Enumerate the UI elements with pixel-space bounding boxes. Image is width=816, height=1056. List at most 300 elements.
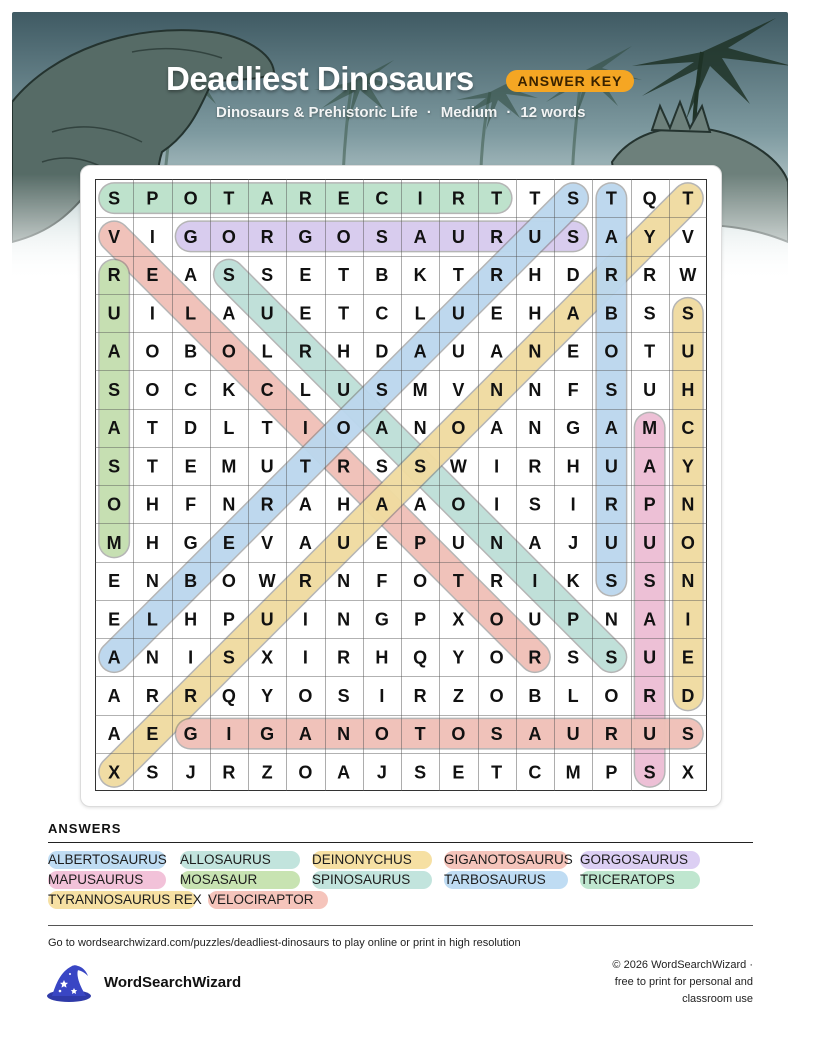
- grid-cell-letter: R: [528, 647, 542, 668]
- grid-cell-letter: N: [337, 609, 351, 630]
- grid-cell-letter: C: [528, 762, 542, 783]
- answer-item: [48, 891, 202, 909]
- grid-cell-letter: U: [643, 532, 657, 553]
- grid-cell-letter: M: [106, 532, 122, 553]
- grid-cell-letter: Q: [642, 188, 657, 209]
- grid-cell-letter: Z: [261, 762, 273, 783]
- grid-cell-letter: R: [604, 494, 618, 515]
- grid-cell-letter: S: [108, 188, 121, 209]
- grid-cell-letter: T: [299, 456, 311, 477]
- grid-cell-letter: N: [337, 571, 351, 592]
- grid-cell-letter: I: [302, 418, 308, 439]
- grid-cell-letter: N: [337, 724, 351, 745]
- grid-cell-letter: R: [604, 724, 618, 745]
- grid-cell-letter: A: [184, 265, 198, 286]
- grid-cell-letter: E: [108, 609, 121, 630]
- grid-cell-letter: U: [451, 303, 465, 324]
- answer-word: DEINONYCHUS: [312, 852, 412, 867]
- grid-cell-letter: R: [222, 762, 236, 783]
- answer-word: GORGOSAURUS: [580, 852, 689, 867]
- grid-cell-letter: C: [375, 303, 389, 324]
- grid-cell-letter: N: [528, 418, 542, 439]
- grid-cell-letter: V: [452, 379, 465, 400]
- grid-cell-letter: Y: [681, 456, 694, 477]
- grid-cell-letter: T: [491, 188, 503, 209]
- grid-cell-letter: S: [605, 379, 618, 400]
- grid-cell-letter: I: [685, 609, 691, 630]
- grid-cell-letter: U: [528, 609, 542, 630]
- grid-cell-letter: M: [221, 456, 237, 477]
- grid-cell-letter: H: [528, 303, 542, 324]
- wizard-hat-icon: [46, 962, 92, 1004]
- grid-cell-letter: M: [412, 379, 428, 400]
- grid-cell-letter: E: [299, 303, 312, 324]
- grid-cell-letter: A: [298, 532, 312, 553]
- grid-cell-letter: S: [643, 303, 656, 324]
- grid-cell-letter: S: [146, 762, 159, 783]
- grid-cell-letter: A: [222, 303, 236, 324]
- grid-cell-letter: W: [258, 571, 276, 592]
- grid-cell-letter: D: [681, 685, 695, 706]
- grid-cell-letter: N: [413, 418, 427, 439]
- grid-cell-letter: O: [489, 609, 504, 630]
- grid-cell-letter: P: [414, 532, 427, 553]
- grid-cell-letter: J: [376, 762, 387, 783]
- answer-word: ALLOSAURUS: [180, 852, 271, 867]
- answer-item: [580, 851, 700, 869]
- grid-cell-letter: U: [604, 532, 618, 553]
- grid-cell-letter: H: [375, 647, 389, 668]
- grid-cell-letter: S: [375, 456, 388, 477]
- grid-cell-letter: D: [184, 418, 198, 439]
- grid-cell-letter: J: [185, 762, 196, 783]
- grid-cell-letter: B: [375, 265, 389, 286]
- grid-cell-letter: R: [337, 647, 351, 668]
- grid-cell-letter: E: [299, 265, 312, 286]
- footer-divider: [48, 925, 753, 926]
- grid-cell-letter: S: [337, 685, 350, 706]
- grid-cell-letter: H: [337, 494, 351, 515]
- grid-cell-letter: O: [336, 226, 351, 247]
- grid-cell-letter: S: [567, 226, 580, 247]
- grid-cell-letter: E: [337, 188, 350, 209]
- grid-cell-letter: U: [604, 456, 618, 477]
- grid-cell-letter: O: [680, 532, 695, 553]
- grid-cell-letter: U: [643, 724, 657, 745]
- answer-key-badge: ANSWER KEY: [506, 70, 634, 92]
- grid-cell-letter: S: [567, 647, 580, 668]
- grid-cell-letter: C: [260, 379, 274, 400]
- grid-cell-letter: T: [452, 571, 464, 592]
- answer-item: [312, 851, 432, 869]
- grid-cell-letter: R: [490, 226, 504, 247]
- grid-cell-letter: U: [260, 303, 274, 324]
- grid-cell-letter: G: [183, 724, 198, 745]
- grid-cell-letter: U: [107, 303, 121, 324]
- grid-cell-letter: O: [604, 685, 619, 706]
- grid-cell-letter: L: [146, 609, 158, 630]
- grid-cell-letter: N: [490, 379, 504, 400]
- grid-cell-letter: I: [226, 724, 232, 745]
- grid-cell-letter: A: [375, 418, 389, 439]
- grid-cell-letter: R: [298, 341, 312, 362]
- grid-cell-letter: G: [260, 724, 275, 745]
- grid-cell-letter: N: [604, 609, 618, 630]
- grid-cell-letter: G: [298, 226, 313, 247]
- grid-cell-letter: B: [184, 341, 198, 362]
- grid-cell-letter: O: [145, 379, 160, 400]
- grid-cell-letter: T: [338, 303, 350, 324]
- grid-cell-letter: B: [528, 685, 542, 706]
- grid-cell-letter: U: [566, 724, 580, 745]
- grid-cell-letter: G: [566, 418, 581, 439]
- answers-title: ANSWERS: [48, 821, 122, 836]
- answer-item: [48, 871, 166, 889]
- grid-cell-letter: I: [494, 494, 500, 515]
- grid-cell-letter: R: [413, 685, 427, 706]
- grid-cell-letter: F: [567, 379, 579, 400]
- grid-cell-letter: S: [605, 571, 618, 592]
- grid-cell-letter: P: [414, 609, 427, 630]
- grid-cell-letter: E: [146, 724, 159, 745]
- grid-cell-letter: L: [185, 303, 197, 324]
- grid-cell-letter: E: [567, 341, 580, 362]
- grid-cell-letter: V: [261, 532, 274, 553]
- grid-cell-letter: F: [185, 494, 197, 515]
- grid-cell-letter: S: [414, 456, 427, 477]
- category-label: Dinosaurs & Prehistoric Life: [216, 104, 418, 121]
- grid-cell-letter: N: [681, 571, 695, 592]
- grid-cell-letter: T: [644, 341, 656, 362]
- copyright-notice: [583, 957, 753, 1008]
- grid-cell-letter: I: [149, 303, 155, 324]
- answer-item: [48, 851, 166, 869]
- grid-cell-letter: A: [298, 724, 312, 745]
- grid-cell-letter: A: [107, 341, 121, 362]
- grid-cell-letter: S: [375, 379, 388, 400]
- grid-cell-letter: L: [299, 379, 311, 400]
- grid-cell-letter: S: [643, 762, 656, 783]
- highlight-layer: [114, 198, 691, 772]
- grid-cell-letter: A: [490, 418, 504, 439]
- grid-cell-letter: O: [221, 571, 236, 592]
- answer-word: TRICERATOPS: [580, 872, 675, 887]
- grid-cell-letter: H: [145, 494, 159, 515]
- grid-cell-letter: N: [145, 647, 159, 668]
- answer-word: MOSASAUR: [180, 872, 258, 887]
- grid-cell-letter: H: [337, 341, 351, 362]
- grid-cell-letter: Y: [261, 685, 274, 706]
- answers-divider: [48, 842, 753, 843]
- grid-cell-letter: H: [145, 532, 159, 553]
- answer-item: [180, 851, 300, 869]
- grid-cell-letter: A: [643, 609, 657, 630]
- grid-cell-letter: K: [566, 571, 580, 592]
- grid-cell-letter: N: [145, 571, 159, 592]
- grid-cell-letter: N: [528, 379, 542, 400]
- answer-word: ALBERTOSAURUS: [48, 852, 167, 867]
- grid-cell-letter: O: [221, 341, 236, 362]
- grid-cell-letter: A: [298, 494, 312, 515]
- grid-cell-letter: B: [604, 303, 618, 324]
- grid-cell-letter: U: [260, 609, 274, 630]
- grid-cell-letter: V: [108, 226, 121, 247]
- grid-cell-letter: R: [145, 685, 159, 706]
- grid-cell-letter: I: [379, 685, 385, 706]
- grid-cell-letter: R: [260, 494, 274, 515]
- grid-cell-letter: S: [261, 265, 274, 286]
- grid-cell-letter: T: [452, 265, 464, 286]
- grid-cell-letter: H: [528, 265, 542, 286]
- grid-cell-letter: T: [682, 188, 694, 209]
- grid-cell-letter: S: [681, 724, 694, 745]
- grid-cell-letter: W: [679, 265, 697, 286]
- grid-cell-letter: U: [528, 226, 542, 247]
- grid-cell-letter: T: [261, 418, 273, 439]
- grid-cell-letter: T: [414, 724, 426, 745]
- grid-cell-letter: A: [413, 494, 427, 515]
- grid-cell-letter: U: [451, 341, 465, 362]
- grid-cell-letter: L: [414, 303, 426, 324]
- grid-cell-letter: O: [336, 418, 351, 439]
- copyright-line: © 2026 WordSearchWizard ·: [612, 959, 753, 971]
- grid-cell-letter: V: [681, 226, 694, 247]
- grid-cell-letter: S: [108, 379, 121, 400]
- grid-cell-letter: K: [222, 379, 236, 400]
- grid-cell-letter: D: [375, 341, 389, 362]
- grid-cell-letter: C: [681, 418, 695, 439]
- grid-cell-letter: A: [604, 418, 618, 439]
- grid-cell-letter: A: [528, 532, 542, 553]
- page-title: Deadliest Dinosaurs: [166, 60, 474, 97]
- grid-cell-letter: R: [260, 226, 274, 247]
- grid-cell-letter: E: [490, 303, 503, 324]
- grid-cell-letter: H: [681, 379, 695, 400]
- grid-cell-letter: I: [302, 647, 308, 668]
- grid-cell-letter: N: [681, 494, 695, 515]
- grid-cell-letter: I: [417, 188, 423, 209]
- grid-cell-letter: E: [681, 647, 694, 668]
- grid-cell-letter: I: [494, 456, 500, 477]
- grid-cell-letter: A: [107, 685, 121, 706]
- grid-cell-letter: S: [108, 456, 121, 477]
- grid-cell-letter: T: [338, 265, 350, 286]
- grid-cell-letter: A: [413, 226, 427, 247]
- grid-cell-letter: E: [108, 571, 121, 592]
- grid-cell-letter: G: [183, 226, 198, 247]
- grid-cell-letter: K: [413, 265, 427, 286]
- grid-cell-letter: I: [532, 571, 538, 592]
- grid-cell-letter: X: [681, 762, 694, 783]
- grid-cell-letter: I: [570, 494, 576, 515]
- grid-cell-letter: O: [374, 724, 389, 745]
- grid-cell-letter: O: [451, 724, 466, 745]
- grid-cell-letter: T: [605, 188, 617, 209]
- grid-cell-letter: S: [528, 494, 541, 515]
- grid-cell-letter: E: [452, 762, 465, 783]
- grid-cell-letter: R: [643, 685, 657, 706]
- grid-cell-letter: A: [337, 762, 351, 783]
- grid-cell-letter: C: [375, 188, 389, 209]
- grid-cell-letter: F: [376, 571, 388, 592]
- grid-cell-letter: P: [605, 762, 618, 783]
- grid-cell-letter: P: [146, 188, 159, 209]
- grid-cell-letter: L: [261, 341, 273, 362]
- answer-item: [580, 871, 700, 889]
- grid-cell-letter: S: [681, 303, 694, 324]
- answer-word: VELOCIRAPTOR: [208, 892, 314, 907]
- grid-cell-letter: T: [146, 456, 158, 477]
- grid-cell-letter: O: [604, 341, 619, 362]
- grid-cell-letter: Q: [221, 685, 236, 706]
- grid-cell-letter: R: [298, 188, 312, 209]
- grid-cell-letter: R: [643, 265, 657, 286]
- grid-cell-letter: G: [374, 609, 389, 630]
- grid-cell-letter: R: [451, 188, 465, 209]
- grid-cell-letter: S: [414, 762, 427, 783]
- grid-cell-letter: L: [223, 418, 235, 439]
- grid-cell-letter: E: [222, 532, 235, 553]
- grid-cell-letter: M: [565, 762, 581, 783]
- grid-cell-letter: S: [375, 226, 388, 247]
- grid-cell-letter: O: [298, 762, 313, 783]
- grid-cell-letter: Q: [413, 647, 428, 668]
- grid-cell-letter: R: [528, 456, 542, 477]
- grid-cell-letter: T: [491, 762, 503, 783]
- answer-word: MAPUSAURUS: [48, 872, 144, 887]
- grid-cell-letter: A: [528, 724, 542, 745]
- grid-cell-letter: H: [566, 456, 580, 477]
- answer-word: SPINOSAURUS: [312, 872, 411, 887]
- grid-cell-letter: X: [261, 647, 274, 668]
- grid-cell-letter: U: [643, 647, 657, 668]
- answer-item: [312, 871, 432, 889]
- grid-cell-letter: A: [107, 418, 121, 439]
- brand-name: WordSearchWizard: [104, 974, 242, 991]
- grid-cell-letter: I: [149, 226, 155, 247]
- grid-cell-letter: O: [298, 685, 313, 706]
- grid-cell-letter: P: [222, 609, 235, 630]
- grid-cell-letter: S: [605, 647, 618, 668]
- grid-cell-letter: T: [529, 188, 541, 209]
- grid-cell-letter: E: [184, 456, 197, 477]
- grid-cell-letter: S: [222, 265, 235, 286]
- grid-cell-letter: R: [298, 571, 312, 592]
- grid-cell-letter: U: [451, 226, 465, 247]
- grid-cell-letter: P: [643, 494, 656, 515]
- grid-cell-letter: U: [643, 379, 657, 400]
- grid-cell-letter: U: [451, 532, 465, 553]
- grid-cell-letter: I: [188, 647, 194, 668]
- grid-cell-letter: A: [375, 494, 389, 515]
- grid-cell-letter: L: [567, 685, 579, 706]
- grid-cell-letter: O: [183, 188, 198, 209]
- grid-cell-letter: O: [221, 226, 236, 247]
- grid-cell-letter: W: [449, 456, 467, 477]
- puzzle-meta: [216, 104, 585, 121]
- grid-cell-letter: H: [184, 609, 198, 630]
- grid-cell-letter: S: [567, 188, 580, 209]
- grid-cell-letter: A: [604, 226, 618, 247]
- grid-cell-letter: I: [302, 609, 308, 630]
- grid-cell-letter: R: [490, 265, 504, 286]
- grid-cell-letter: A: [107, 647, 121, 668]
- grid-cell-letter: P: [567, 609, 580, 630]
- grid-cell-letter: A: [413, 341, 427, 362]
- grid-cell-letter: N: [490, 532, 504, 553]
- grid-cell-letter: T: [223, 188, 235, 209]
- grid-cell-letter: N: [528, 341, 542, 362]
- grid-cell-letter: R: [604, 265, 618, 286]
- grid-cell-letter: Y: [452, 647, 465, 668]
- answer-item: [444, 871, 568, 889]
- grid-cell-letter: S: [222, 647, 235, 668]
- answer-item: [208, 891, 328, 909]
- grid-cell-letter: O: [489, 685, 504, 706]
- difficulty-label: Medium: [440, 104, 498, 121]
- word-search-grid: [95, 179, 707, 791]
- answer-word: TARBOSAURUS: [444, 872, 546, 887]
- grid-cell-letter: X: [108, 762, 121, 783]
- grid-cell-letter: Z: [452, 685, 464, 706]
- grid-cell-letter: Y: [643, 226, 656, 247]
- grid-cell-letter: E: [375, 532, 388, 553]
- grid-cell-letter: T: [146, 418, 158, 439]
- grid-cell-letter: A: [107, 724, 121, 745]
- grid-cell-letter: J: [568, 532, 579, 553]
- answer-item: [444, 851, 573, 869]
- grid-cell-letter: S: [643, 571, 656, 592]
- grid-cell-letter: D: [566, 265, 580, 286]
- puzzle-link-text[interactable]: Go to wordsearchwizard.com/puzzles/deadliest-dinosaurs to play online or print in high resolution: [48, 937, 521, 949]
- grid-cell-letter: N: [222, 494, 236, 515]
- grid-cell-letter: E: [146, 265, 159, 286]
- grid-cell-letter: A: [643, 456, 657, 477]
- grid-cell-letter: G: [183, 532, 198, 553]
- grid-cell-letter: U: [337, 379, 351, 400]
- grid-cell-letter: A: [566, 303, 580, 324]
- grid-cell-letter: M: [642, 418, 658, 439]
- meta-separator: ·: [506, 104, 512, 121]
- grid-cell-letter: R: [184, 685, 198, 706]
- grid-cell-letter: O: [451, 494, 466, 515]
- grid-cell-letter: B: [184, 571, 198, 592]
- grid-cell-letter: A: [490, 341, 504, 362]
- grid-cell-letter: O: [451, 418, 466, 439]
- grid-cell-letter: X: [452, 609, 465, 630]
- grid-cell-letter: U: [681, 341, 695, 362]
- grid-cell-letter: U: [260, 456, 274, 477]
- copyright-line: free to print for personal and: [614, 976, 753, 988]
- grid-cell-letter: O: [489, 647, 504, 668]
- grid-cell-letter: A: [260, 188, 274, 209]
- answer-word: GIGANOTOSAURUS: [444, 852, 573, 867]
- grid-cell-letter: O: [145, 341, 160, 362]
- grid-cell-letter: S: [490, 724, 503, 745]
- grid-cell-letter: C: [184, 379, 198, 400]
- grid-cell-letter: U: [337, 532, 351, 553]
- answer-word: TYRANNOSAURUS REX: [48, 892, 202, 907]
- grid-cell-letter: R: [107, 265, 121, 286]
- grid-cell-letter: O: [413, 571, 428, 592]
- grid-cell-letter: R: [337, 456, 351, 477]
- answer-item: [180, 871, 300, 889]
- grid-cell-letter: R: [490, 571, 504, 592]
- grid-cell-letter: O: [107, 494, 122, 515]
- meta-separator: ·: [426, 104, 432, 121]
- word-count-label: 12 words: [520, 104, 586, 121]
- copyright-line: classroom use: [682, 993, 753, 1005]
